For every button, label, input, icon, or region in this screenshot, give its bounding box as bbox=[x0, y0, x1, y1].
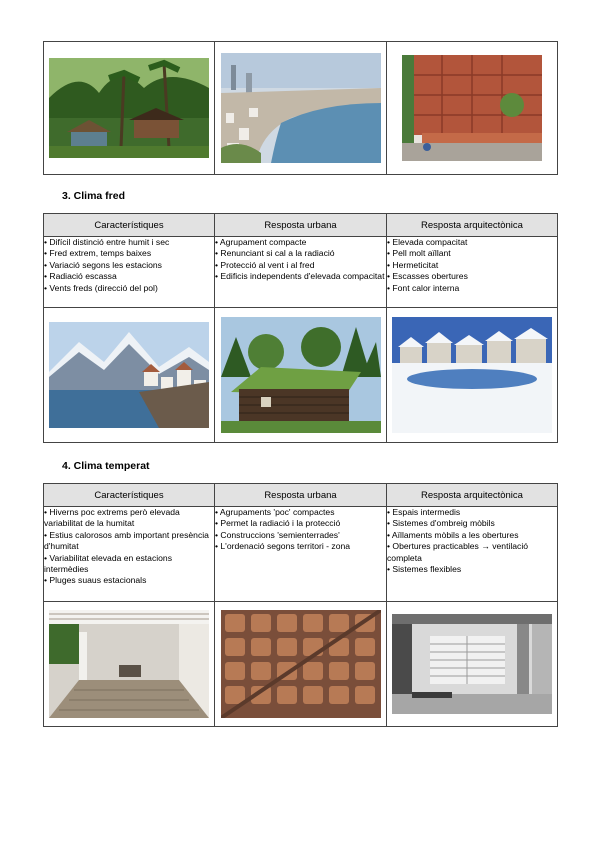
city-lake-photo bbox=[221, 53, 381, 163]
tropical-houses-photo-cell bbox=[44, 42, 215, 175]
list-item: • Sistemes flexibles bbox=[387, 564, 462, 575]
interior-shutters-photo-cell bbox=[387, 602, 558, 727]
list-item: • Agrupament compacte bbox=[215, 237, 307, 247]
list-item: • Edificis independents d'elevada compacitat bbox=[215, 271, 385, 282]
list-item: • Fred extrem, temps baixes bbox=[44, 248, 152, 259]
city-grid-aerial-photo-cell bbox=[215, 602, 387, 727]
list-item: • Protecció al vent i al fred bbox=[215, 259, 315, 270]
city-grid-aerial-photo bbox=[221, 610, 381, 718]
brick-building-photo bbox=[402, 55, 542, 161]
list-item: • Construccions 'semienterrades' bbox=[215, 529, 340, 540]
green-roof-cabin-photo bbox=[221, 317, 381, 433]
list-item: • Pluges suaus estacionals bbox=[44, 575, 147, 586]
temperate-climate-table bbox=[43, 483, 558, 727]
snow-houses-photo-cell bbox=[387, 308, 558, 443]
list-item: • Escasses obertures bbox=[387, 271, 468, 282]
cold-urban-cell bbox=[215, 237, 387, 308]
cold-architectural-cell bbox=[387, 237, 558, 308]
header-architectural-response: Resposta arquitectònica bbox=[387, 214, 558, 237]
header-characteristics: Característiques bbox=[44, 214, 215, 237]
cold-characteristics-cell bbox=[44, 237, 215, 308]
pergola-terrace-photo-cell bbox=[44, 602, 215, 727]
cold-climate-table bbox=[43, 213, 558, 443]
list-item: • Renunciant si cal a la radiació bbox=[215, 248, 335, 259]
alpine-village-photo bbox=[49, 322, 209, 428]
list-item: • Obertures practicables → ventilació completa bbox=[387, 541, 529, 563]
temperate-urban-cell bbox=[215, 507, 387, 602]
snow-houses-photo bbox=[392, 317, 552, 433]
section-title-cold: 3. Clima fred bbox=[62, 190, 126, 202]
brick-building-photo-cell bbox=[387, 42, 558, 175]
list-item: • Variabilitat elevada en estacions intermèdies bbox=[44, 552, 173, 575]
list-item: • Estius calorosos amb important presència d'humitat bbox=[44, 529, 209, 552]
list-item: • Sistemes d'ombreig mòbils bbox=[387, 518, 495, 529]
temperate-architectural-cell bbox=[387, 507, 558, 602]
interior-shutters-photo bbox=[392, 614, 552, 714]
green-roof-cabin-photo-cell bbox=[215, 308, 387, 443]
list-item: • Espais intermedis bbox=[387, 507, 461, 517]
list-item: • Hiverns poc extrems però elevada variabilitat de la humitat bbox=[44, 507, 180, 529]
list-item: • Pell molt aïllant bbox=[387, 248, 451, 259]
header-urban-response: Resposta urbana bbox=[215, 484, 387, 507]
list-item: • Difícil distinció entre humit i sec bbox=[44, 237, 170, 247]
list-item: • Permet la radiació i la protecció bbox=[215, 518, 341, 529]
list-item: • Elevada compacitat bbox=[387, 237, 468, 247]
hot-climate-images-table bbox=[43, 41, 558, 175]
city-lake-photo-cell bbox=[215, 42, 387, 175]
header-characteristics: Característiques bbox=[44, 484, 215, 507]
list-item: • Vents freds (direcció del pol) bbox=[44, 282, 158, 293]
section-title-temperate: 4. Clima temperat bbox=[62, 460, 150, 472]
temperate-characteristics-cell bbox=[44, 507, 215, 602]
header-architectural-response: Resposta arquitectònica bbox=[387, 484, 558, 507]
header-urban-response: Resposta urbana bbox=[215, 214, 387, 237]
list-item: • Agrupaments 'poc' compactes bbox=[215, 507, 335, 517]
list-item: • Aïllaments mòbils a les obertures bbox=[387, 529, 519, 540]
tropical-houses-photo bbox=[49, 58, 209, 158]
list-item: • Radiació escassa bbox=[44, 271, 117, 282]
list-item: • Hermeticitat bbox=[387, 259, 439, 270]
alpine-village-photo-cell bbox=[44, 308, 215, 443]
list-item: • Variació segons les estacions bbox=[44, 259, 162, 270]
pergola-terrace-photo bbox=[49, 610, 209, 718]
list-item: • Font calor interna bbox=[387, 282, 460, 293]
list-item: • L'ordenació segons territori - zona bbox=[215, 541, 351, 552]
